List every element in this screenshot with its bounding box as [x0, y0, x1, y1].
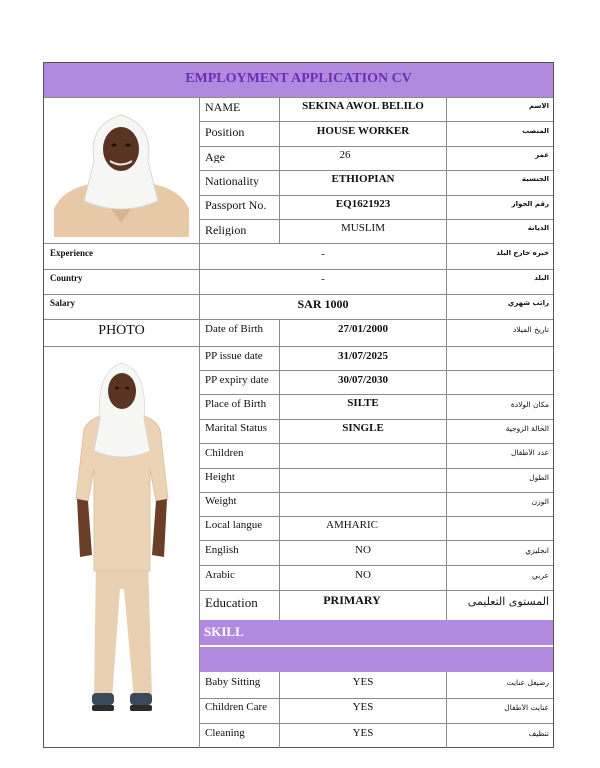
grid-line	[199, 443, 553, 444]
grid-line	[199, 516, 553, 517]
full-body-photo	[66, 359, 178, 719]
grid-line	[199, 698, 553, 699]
weight-label: Weight	[205, 496, 237, 507]
passport-arabic: رقم الجواز	[511, 201, 549, 208]
passport-label: Passport No.	[205, 199, 267, 211]
experience-label: Experience	[50, 249, 93, 258]
local-language-label: Local langue	[205, 520, 263, 531]
photo-label: PHOTO	[98, 324, 145, 338]
age-label: Age	[205, 151, 225, 163]
grid-line	[44, 243, 553, 244]
height-label: Height	[205, 472, 235, 483]
children-label: Children	[205, 448, 244, 459]
skill-children-care-value: YES	[352, 702, 374, 713]
grid-line	[199, 195, 553, 196]
marital-arabic: الحالة الزوجية	[505, 425, 549, 433]
grid-line	[199, 146, 553, 147]
grid-line	[199, 492, 553, 493]
skill-cleaning-label: Cleaning	[205, 728, 245, 739]
position-value: HOUSE WORKER	[316, 126, 410, 137]
marital-label: Marital Status	[205, 423, 268, 434]
experience-arabic: خبره خارج البلد	[496, 250, 549, 257]
education-label: Education	[205, 596, 258, 609]
religion-arabic: الديانة	[527, 225, 549, 232]
country-value: -	[321, 274, 325, 285]
age-arabic: عمر	[535, 152, 549, 159]
name-arabic: الاسم	[529, 103, 549, 110]
education-value: PRIMARY	[323, 594, 381, 606]
grid-line	[199, 723, 553, 724]
skill-children-care-label: Children Care	[205, 702, 268, 713]
arabic-arabic: عربي	[532, 572, 549, 580]
religion-label: Religion	[205, 224, 247, 236]
english-label: English	[205, 545, 239, 556]
dob-value: 27/01/2000	[337, 324, 389, 335]
grid-line	[199, 590, 553, 591]
nationality-value: ETHIOPIAN	[331, 174, 395, 185]
arabic-value: NO	[355, 570, 371, 581]
grid-line	[199, 370, 553, 371]
skill-header: SKILL	[204, 625, 244, 638]
dob-label: Date of Birth	[205, 324, 264, 335]
grid-line	[199, 565, 553, 566]
pp-issue-value: 31/07/2025	[337, 351, 389, 362]
english-arabic: انجليزي	[525, 547, 549, 555]
grid-line	[199, 121, 553, 122]
age-value: 26	[339, 150, 351, 161]
grid-line	[199, 419, 553, 420]
nationality-label: Nationality	[205, 175, 259, 187]
grid-line	[199, 170, 553, 171]
country-label: Country	[50, 274, 83, 283]
dob-arabic: تاريخ الميلاد	[512, 326, 549, 334]
salary-arabic: راتب شهري	[507, 300, 549, 307]
skill-baby-sitting-arabic: رضيعل عنايت	[506, 679, 549, 687]
pp-expiry-label: PP expiry date	[205, 375, 269, 386]
grid-line	[44, 294, 553, 295]
skill-cleaning-value: YES	[352, 728, 374, 739]
grid-line	[44, 97, 553, 98]
arabic-label: Arabic	[205, 570, 235, 581]
grid-line	[44, 319, 553, 320]
name-label: NAME	[205, 101, 241, 113]
education-arabic: المستوى التعليمي	[467, 596, 549, 607]
portrait-photo	[54, 105, 189, 237]
passport-value: EQ1621923	[335, 199, 391, 210]
cv-sheet	[43, 62, 554, 748]
birthplace-label: Place of Birth	[205, 399, 267, 410]
religion-value: MUSLIM	[340, 223, 385, 234]
marital-value: SINGLE	[342, 423, 384, 434]
height-arabic: الطول	[529, 474, 549, 482]
skill-header-bar	[199, 620, 553, 645]
children-arabic: عدد الأطفال	[511, 449, 549, 457]
grid-line	[44, 346, 553, 347]
name-value: SEKINA AWOL BELILO	[302, 101, 424, 112]
salary-value: SAR 1000	[297, 298, 349, 310]
grid-line	[199, 468, 553, 469]
position-label: Position	[205, 126, 245, 138]
skill-children-care-arabic: عنايت الأطفال	[504, 704, 549, 712]
weight-arabic: الوزن	[531, 498, 549, 506]
nationality-arabic: الجنسية	[521, 176, 549, 183]
grid-line	[44, 269, 553, 270]
grid-line	[199, 219, 553, 220]
skill-subheader-bar	[199, 647, 553, 672]
grid-line	[199, 540, 553, 541]
skill-cleaning-arabic: تنظيف	[528, 730, 549, 738]
birthplace-value: SILTE	[347, 398, 379, 409]
country-arabic: البلد	[534, 275, 549, 282]
pp-expiry-value: 30/07/2030	[337, 375, 389, 386]
grid-line	[199, 394, 553, 395]
skill-baby-sitting-label: Baby Sitting	[205, 677, 261, 688]
english-value: NO	[355, 545, 371, 556]
salary-label: Salary	[50, 299, 76, 308]
position-arabic: المنصب	[522, 128, 549, 135]
experience-value: -	[321, 249, 325, 260]
skill-baby-sitting-value: YES	[352, 677, 374, 688]
page-title: EMPLOYMENT APPLICATION CV	[185, 72, 412, 86]
local-language-value: AMHARIC	[326, 520, 378, 531]
pp-issue-label: PP issue date	[205, 351, 263, 362]
birthplace-arabic: مكان الولادة	[510, 401, 549, 409]
